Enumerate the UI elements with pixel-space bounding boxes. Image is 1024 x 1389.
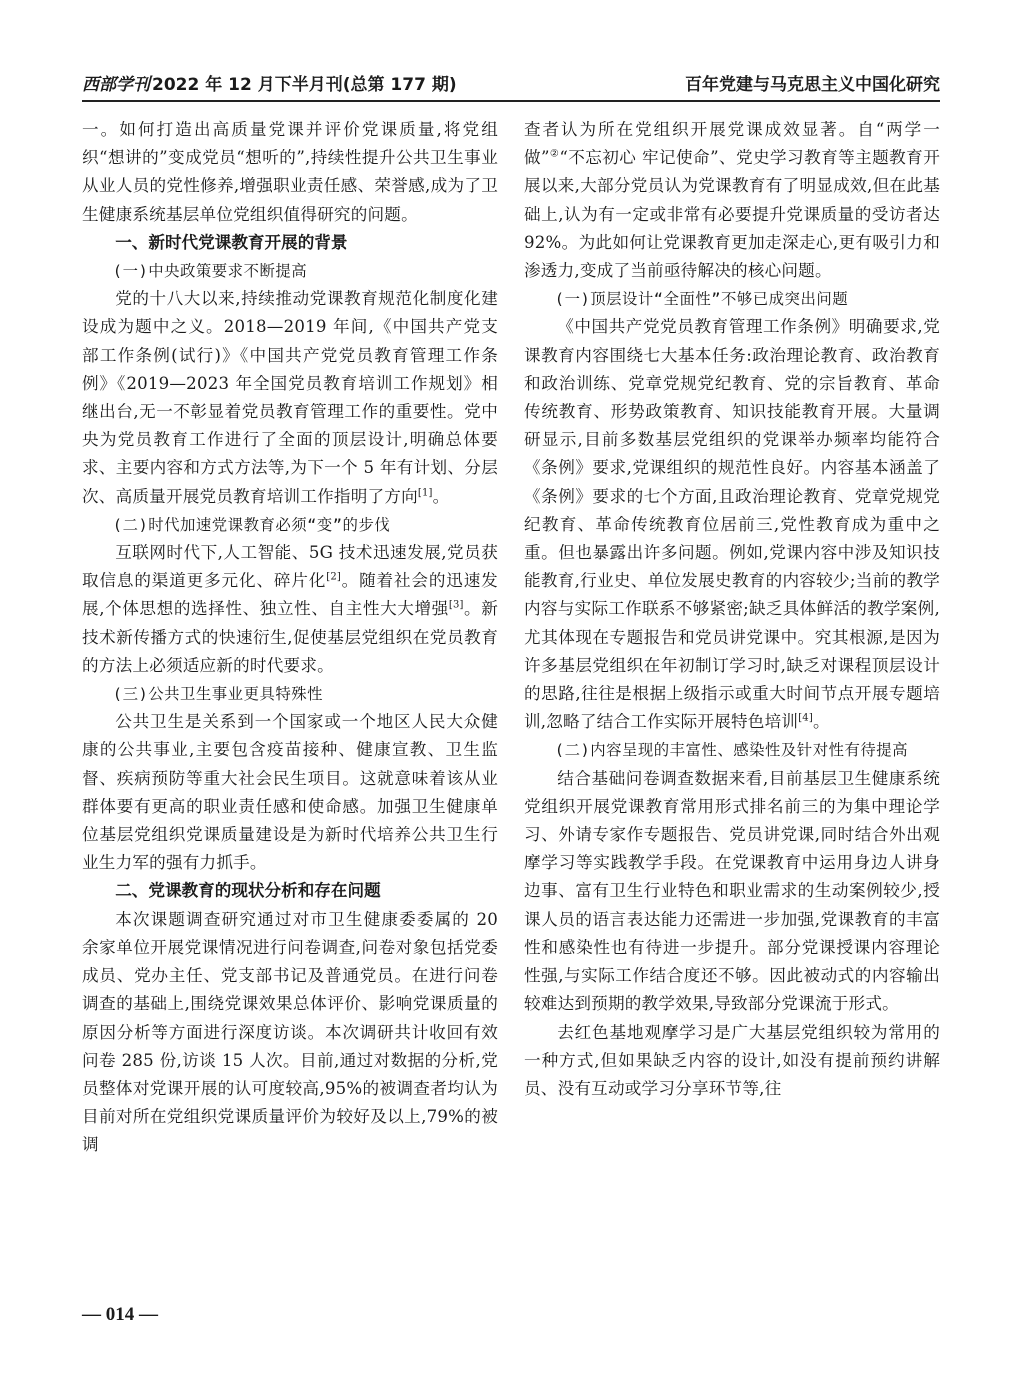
citation: [1] bbox=[417, 487, 433, 499]
issue-label: 2022 年 12 月下半月刊(总第 177 期) bbox=[152, 75, 457, 95]
citation: [2] bbox=[326, 571, 341, 583]
subsection-heading: (一)顶层设计“全面性”不够已成突出问题 bbox=[554, 290, 849, 309]
journal-issue bbox=[82, 70, 457, 95]
section-heading: 一、新时代党课教育开展的背景 bbox=[115, 232, 348, 252]
footnote-marker: ② bbox=[549, 148, 560, 160]
paragraph: 去红色基地观摩学习是广大基层党组织较为常用的一种方式,但如果缺乏内容的设计,如没有提前预约讲解员、没有互动或学习分享环节等,往 bbox=[524, 1022, 940, 1098]
subsection-heading: (三)公共卫生事业更具特殊性 bbox=[112, 685, 324, 704]
paragraph: 党的十八大以来,持续推动党课教育规范化制度化建设成为题中之义。2018—2019 年间,《中国共产党支部工作条例(试行)》《中国共产党党员教育管理工作条例》《2019—2023 年全国党员教育培训工作规划》相继出台,无一不彰显着党员教育管理工作的重要性。党中央为党员教育工作进行了全面的顶层设计,明确总体要求、主要内容和方式方法等,为下一个 5 年有计划、分层次、高质量开展党员教育培训工作指明了方向[1]。 bbox=[82, 289, 498, 506]
left-column bbox=[82, 116, 498, 1160]
paragraph: 本次课题调查研究通过对市卫生健康委委属的 20 余家单位开展党课情况进行问卷调查,问卷对象包括党委成员、党办主任、党支部书记及普通党员。在进行问卷调查的基础上,围绕党课效果总体评价、影响党课质量的原因分析等方面进行深度访谈。本次调研共计收回有效问卷 285 份,访谈 15 人次。目前,通过对数据的分析,党员整体对党课开展的认可度较高,95%的被调查者均认为目前对所在党组织党课质量评价为较好及以上,79%的被调 bbox=[82, 909, 498, 1155]
paragraph: 结合基础问卷调查数据来看,目前基层卫生健康系统党组织开展党课教育常用形式排名前三的为集中理论学习、外请专家作专题报告、党员讲党课,同时结合外出观摩学习等实践教学手段。在党课教育中运用身边人讲身边事、富有卫生行业特色和职业需求的生动案例较少,授课人员的语言表达能力还需进一步加强,党课教育的丰富性和感染性也有待进一步提升。部分党课授课内容理论性强,与实际工作结合度还不够。因此被动式的内容输出较难达到预期的教学效果,导致部分党课流于形式。 bbox=[524, 768, 940, 1014]
paragraph: 一。如何打造出高质量党课并评价党课质量,将党组织“想讲的”变成党员“想听的”,持续性提升公共卫生事业从业人员的党性修养,增强职业责任感、荣誉感,成为了卫生健康系统基层单位党组织值得研究的问题。 bbox=[82, 120, 498, 224]
subsection-heading: (一)中央政策要求不断提高 bbox=[112, 262, 308, 281]
running-header bbox=[82, 70, 940, 102]
citation: [4] bbox=[798, 712, 813, 724]
page-number: — 014 — bbox=[82, 1304, 158, 1325]
paragraph: 查者认为所在党组织开展党课成效显著。自“两学一做”②“不忘初心 牢记使命”、党史学习教育等主题教育开展以来,大部分党员认为党课教育有了明显成效,但在此基础上,认为有一定或非常有必要提升党课质量的受访者达 92%。为此如何让党课教育更加走深走心,更有吸引力和渗透力,变成了当前亟待解决的核心问题。 bbox=[524, 120, 940, 281]
subsection-heading: (二)内容呈现的丰富性、感染性及针对性有待提高 bbox=[554, 741, 909, 760]
paragraph: 《中国共产党党员教育管理工作条例》明确要求,党课教育内容围绕七大基本任务:政治理论教育、政治教育和政治训练、党章党规党纪教育、党的宗旨教育、革命传统教育、形势政策教育、知识技能教育开展。大量调研显示,目前多数基层党组织的党课举办频率均能符合《条例》要求,党课组织的规范性良好。内容基本涵盖了《条例》要求的七个方面,且政治理论教育、党章党规党纪教育、革命传统教育位居前三,党性教育成为重中之重。但也暴露出许多问题。例如,党课内容中涉及知识技能教育,行业史、单位发展史教育的内容较少;当前的教学内容与实际工作联系不够紧密;缺乏具体鲜活的教学案例,尤其体现在专题报告和党员讲党课中。究其根源,是因为许多基层党组织在年初制订学习时,缺乏对课程顶层设计的思路,往往是根据上级指示或重大时间节点开展专题培训,忽略了结合工作实际开展特色培训[4]。 bbox=[524, 317, 940, 732]
citation: [3] bbox=[448, 599, 464, 611]
subsection-heading: (二)时代加速党课教育必须“变”的步伐 bbox=[112, 515, 391, 534]
right-column bbox=[524, 116, 940, 1103]
section-title: 百年党建与马克思主义中国化研究 bbox=[685, 75, 940, 95]
journal-logo: 西部学刊 bbox=[82, 75, 150, 95]
section-heading: 二、党课教育的现状分析和存在问题 bbox=[115, 881, 381, 901]
paragraph: 互联网时代下,人工智能、5G 技术迅速发展,党员获取信息的渠道更多元化、碎片化[2]。随着社会的迅速发展,个体思想的选择性、独立性、自主性大大增强[3]。新技术新传播方式的快速衍生,促使基层党组织在党员教育的方法上必须适应新的时代要求。 bbox=[82, 543, 498, 675]
paragraph: 公共卫生是关系到一个国家或一个地区人民大众健康的公共事业,主要包含疫苗接种、健康宣教、卫生监督、疾病预防等重大社会民生项目。这就意味着该从业群体要有更高的职业责任感和使命感。加强卫生健康单位基层党组织党课质量建设是为新时代培养公共卫生行业生力军的强有力抓手。 bbox=[82, 712, 498, 873]
